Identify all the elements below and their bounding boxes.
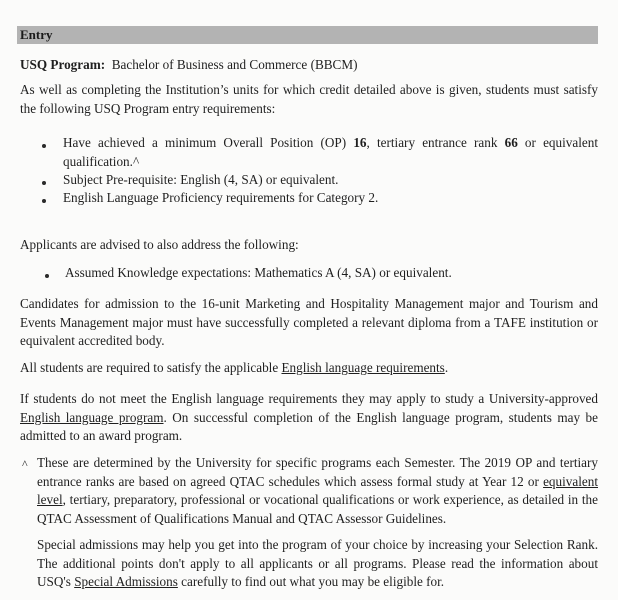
requirement-text: , tertiary entrance rank bbox=[366, 135, 505, 150]
op-value: 16 bbox=[353, 135, 367, 150]
bullet-icon bbox=[45, 274, 49, 278]
section-title: Entry bbox=[20, 27, 53, 42]
requirement-text: Have achieved a minimum Overall Position (OP) bbox=[63, 135, 354, 150]
paragraph-text: If students do not meet the English language requirements they may apply to study a University-approved bbox=[20, 391, 598, 406]
paragraph-text: These are determined by the University for specific programs each Semester. The 2019 OP and tertiary entrance ranks are based on agreed QTAC schedules which assess formal study at Year 12 or bbox=[37, 455, 598, 489]
paragraph-text: All students are required to satisfy the applicable bbox=[20, 360, 282, 375]
advice-heading: Applicants are advised to also address the following: bbox=[20, 237, 299, 252]
bullet-icon bbox=[42, 144, 46, 148]
english-language-requirements-link[interactable]: English language requirements bbox=[281, 360, 445, 375]
english-program-paragraph bbox=[20, 390, 598, 446]
paragraph-text: . On successful completion of the English language program, students may be admitted to an award program. bbox=[20, 409, 598, 443]
footnote-paragraph bbox=[37, 454, 598, 528]
paragraph-text: . bbox=[444, 360, 449, 375]
special-admissions-link[interactable]: Special Admissions bbox=[74, 574, 178, 589]
requirement-text: or equivalent qualification.^ bbox=[63, 135, 598, 169]
english-requirements-paragraph bbox=[20, 359, 448, 377]
paragraph-text: carefully to find out what you may be eligible for. bbox=[177, 574, 445, 589]
advice-item-assumed-knowledge: Assumed Knowledge expectations: Mathematics A (4, SA) or equivalent. bbox=[65, 265, 452, 280]
requirement-item-english-proficiency: English Language Proficiency requirements for Category 2. bbox=[63, 190, 379, 205]
requirement-item-op bbox=[63, 134, 598, 171]
candidates-paragraph: Candidates for admission to the 16-unit Marketing and Hospitality Management major and Tourism and Events Management major must have successfully completed a relevant diploma from a TAFE institution or equivalent accredited body. bbox=[20, 296, 598, 348]
special-admissions-paragraph bbox=[37, 536, 598, 592]
equivalent-level-link[interactable]: equivalent level bbox=[37, 473, 598, 507]
section-header-bar bbox=[17, 26, 598, 44]
program-line bbox=[20, 56, 357, 74]
footnote-marker: ^ bbox=[22, 457, 28, 471]
paragraph-text: Special admissions may help you get into the program of your choice by increasing your Selection Rank. The additional points don't apply to all applicants or all programs. Please read the information about USQ's bbox=[37, 537, 598, 589]
rank-value: 66 bbox=[504, 135, 518, 150]
bullet-icon bbox=[42, 199, 46, 203]
requirement-item-prerequisite: Subject Pre-requisite: English (4, SA) or equivalent. bbox=[63, 172, 339, 187]
program-label: USQ Program: bbox=[20, 57, 106, 72]
program-value: Bachelor of Business and Commerce (BBCM) bbox=[111, 57, 358, 72]
intro-paragraph: As well as completing the Institution’s units for which credit detailed above is given, students must satisfy the following USQ Program entry requirements: bbox=[20, 82, 598, 116]
paragraph-text: , tertiary, preparatory, professional or vocational qualifications or work experience, as detailed in the QTAC Assessment of Qualifications Manual and QTAC Assessor Guidelines. bbox=[37, 492, 598, 526]
english-language-program-link[interactable]: English language program bbox=[20, 409, 164, 425]
bullet-icon bbox=[42, 181, 46, 185]
